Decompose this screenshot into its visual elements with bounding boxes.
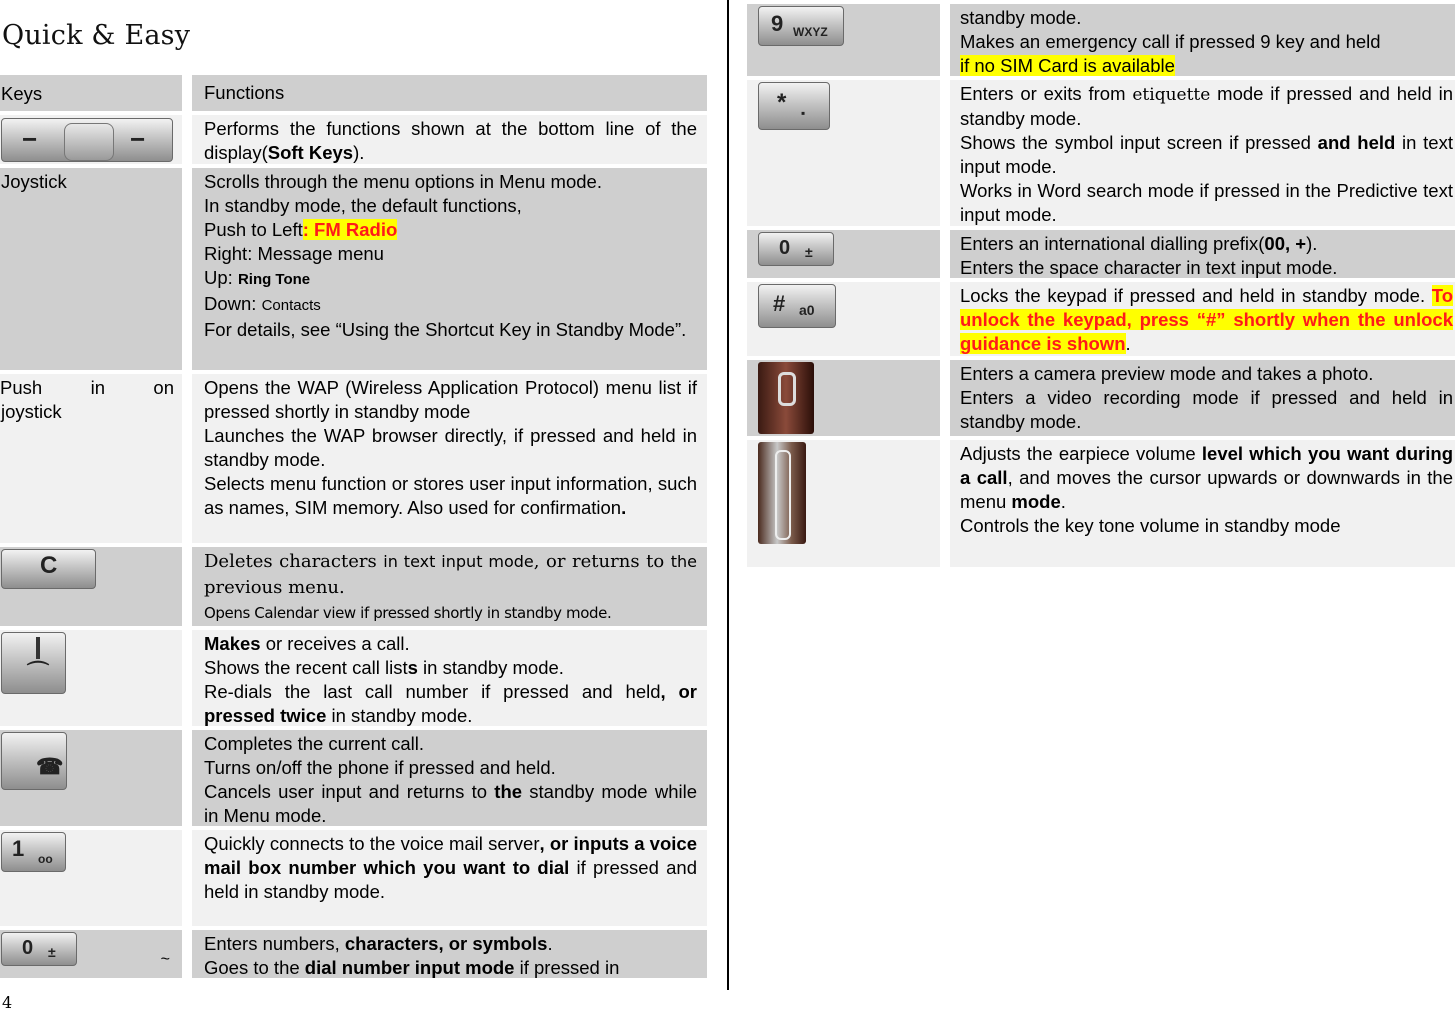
soft-keys-icon: − − (1, 118, 173, 162)
function-cell: Locks the keypad if pressed and held in standby mode. To unlock the keypad, press “#” shortly when the unlock guidance is shown. (950, 282, 1455, 356)
row-camera-key (747, 360, 1455, 436)
header-functions: Functions (192, 75, 707, 111)
function-cell: Performs the functions shown at the bottom line of the display(Soft Keys). (192, 115, 707, 164)
column-divider (727, 0, 729, 990)
key-cell (747, 4, 940, 76)
row-hash-key (747, 282, 1455, 356)
row-volume-key (747, 440, 1455, 567)
keys-table-right (747, 4, 1455, 571)
key-cell (0, 730, 182, 826)
key-cell (0, 630, 182, 726)
key-1-voicemail-icon: 1 oo (1, 832, 66, 872)
fm-radio-highlight: : FM Radio (302, 219, 398, 240)
keys-table-left (0, 75, 707, 982)
page-title: Quick & Easy (2, 20, 191, 51)
function-cell: Scrolls through the menu options in Menu mode. In standby mode, the default functions, Push to Left: FM Radio Right: Message menu Up: Ring Tone Down: Contacts For details, see “Using the Shortcut Key in Standby Mode”. (192, 168, 707, 370)
key-cell (0, 830, 182, 926)
row-soft-keys (0, 115, 707, 164)
row-joystick (0, 168, 707, 370)
star-key-icon: * ▪ (758, 82, 830, 130)
function-cell: Deletes characters in text input mode, or returns to the previous menu. Opens Calendar view if pressed shortly in standby mode. (192, 547, 707, 626)
key-cell (0, 115, 182, 164)
key-cell (747, 230, 940, 278)
row-end-key (0, 730, 707, 826)
tilde-mark: ~ (160, 951, 170, 968)
key-cell: Push in on joystick (0, 374, 182, 543)
send-key-icon: ⌒ (1, 632, 66, 694)
function-cell: Completes the current call. Turns on/off the phone if pressed and held. Cancels user input and returns to the standby mode while in Menu mode. (192, 730, 707, 826)
key-cell (747, 440, 940, 567)
c-key-icon: C (1, 549, 96, 589)
volume-key-icon (758, 442, 806, 544)
key-9-icon: 9 WXYZ (758, 6, 844, 46)
camera-key-icon (758, 362, 814, 434)
table-header-row (0, 75, 707, 111)
function-cell: Enters a camera preview mode and takes a photo. Enters a video recording mode if pressed and held in standby mode. (950, 360, 1455, 436)
row-push-joystick (0, 374, 707, 543)
header-keys: Keys (0, 75, 182, 111)
end-key-icon: ☎ (1, 732, 67, 790)
row-key-0 (747, 230, 1455, 278)
function-cell: Quickly connects to the voice mail server, or inputs a voice mail box number which you want to dial if pressed and held in standby mode. (192, 830, 707, 926)
function-cell: Makes or receives a call. Shows the recent call lists in standby mode. Re-dials the last call number if pressed and held, or pressed twice in standby mode. (192, 630, 707, 726)
key-0-icon: 0 ± (1, 932, 77, 966)
unlock-instruction-highlight: To unlock the keypad, press “#” shortly when the unlock guidance is shown (960, 285, 1453, 354)
row-key-0 (0, 930, 707, 978)
function-cell: Enters or exits from etiquette mode if pressed and held in standby mode. Shows the symbol input screen if pressed and held in text input mode. Works in Word search mode if pressed in the Predictive text input mode. (950, 80, 1455, 226)
row-star-key (747, 80, 1455, 226)
sim-card-highlight: if no SIM Card is available (960, 55, 1175, 76)
key-cell (0, 547, 182, 626)
key-cell: Joystick (0, 168, 182, 370)
row-key-9 (747, 4, 1455, 76)
row-key-1 (0, 830, 707, 926)
function-cell: standby mode. Makes an emergency call if pressed 9 key and held if no SIM Card is available (950, 4, 1455, 76)
page-number: 4 (2, 993, 13, 1012)
key-0-icon: 0 ± (758, 232, 834, 266)
hash-key-icon: # a0 (758, 284, 836, 328)
key-cell (747, 80, 940, 226)
row-send-key (0, 630, 707, 726)
key-cell (747, 282, 940, 356)
function-cell: Enters numbers, characters, or symbols. Goes to the dial number input mode if pressed in (192, 930, 707, 978)
function-cell: Adjusts the earpiece volume level which you want during a call, and moves the cursor upwards or downwards in the menu mode. Controls the key tone volume in standby mode (950, 440, 1455, 567)
key-cell (0, 930, 182, 978)
row-c-key (0, 547, 707, 626)
function-cell: Enters an international dialling prefix(00, +). Enters the space character in text input mode. (950, 230, 1455, 278)
function-cell: Opens the WAP (Wireless Application Protocol) menu list if pressed shortly in standby mode Launches the WAP browser directly, if pressed and held in standby mode. Selects menu function or stores user input information, such as names, SIM memory. Also used for confirmation. (192, 374, 707, 543)
key-cell (747, 360, 940, 436)
